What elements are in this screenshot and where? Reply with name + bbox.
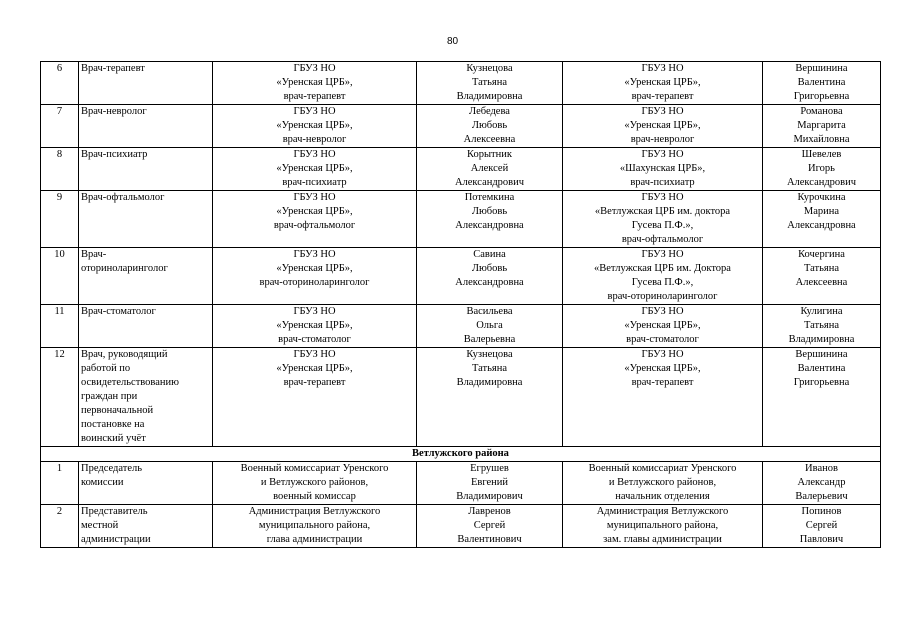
main-organization-cell-line: врач-офтальмолог — [273, 220, 356, 231]
reserve-organization-cell-line: ГБУЗ НО — [641, 192, 684, 203]
main-member-name-cell-line: Потемкина — [464, 192, 515, 203]
position-cell-line: постановке на — [81, 419, 145, 430]
main-organization-cell-line: «Уренская ЦРБ», — [276, 206, 353, 217]
position-cell-line: воинский учёт — [81, 433, 146, 444]
reserve-organization-cell-line: «Ветлужская ЦРБ им. доктора — [594, 206, 731, 217]
main-organization-cell-line: врач-стоматолог — [278, 334, 351, 345]
main-member-name-cell — [417, 462, 563, 505]
reserve-member-name-cell-line: Романова — [800, 106, 843, 117]
reserve-organization-cell — [563, 62, 763, 105]
reserve-organization-cell-line: врач-терапевт — [631, 91, 694, 102]
reserve-member-name-cell-line: Сергей — [805, 520, 838, 531]
main-organization-cell-line: врач-терапевт — [283, 377, 346, 388]
reserve-organization-cell — [563, 505, 763, 548]
position-cell — [79, 248, 213, 305]
table-row — [41, 105, 881, 148]
reserve-member-name-cell-line: Вершинина — [795, 63, 848, 74]
main-organization-cell-line: ГБУЗ НО — [293, 192, 336, 203]
reserve-organization-cell-line: «Ветлужская ЦРБ им. Доктора — [594, 263, 731, 274]
reserve-organization-cell-line: ГБУЗ НО — [641, 63, 684, 74]
reserve-member-name-cell — [763, 505, 881, 548]
reserve-organization-cell-line: «Уренская ЦРБ», — [624, 120, 701, 131]
reserve-member-name-cell-line: Валерьевич — [795, 491, 848, 502]
table-row — [41, 462, 881, 505]
main-member-name-cell — [417, 305, 563, 348]
reserve-organization-cell — [563, 348, 763, 447]
reserve-organization-cell-line: ГБУЗ НО — [641, 349, 684, 360]
main-organization-cell-line: «Уренская ЦРБ», — [276, 163, 353, 174]
position-cell-line: Председатель — [81, 463, 143, 474]
main-organization-cell-line: и Ветлужского районов, — [260, 477, 369, 488]
main-member-name-cell-line: Валентинович — [457, 534, 522, 545]
position-cell-line: Врач, руководящий — [81, 349, 168, 360]
reserve-organization-cell — [563, 148, 763, 191]
main-organization-cell-line: врач-психиатр — [282, 177, 347, 188]
main-organization-cell — [213, 505, 417, 548]
main-member-name-cell-line: Владимирович — [456, 491, 523, 502]
reserve-member-name-cell-line: Татьяна — [803, 320, 840, 331]
main-member-name-cell-line: Владимировна — [456, 377, 523, 388]
main-organization-cell — [213, 105, 417, 148]
main-member-name-cell-line: Лавренов — [468, 506, 511, 517]
main-member-name-cell-line: Любовь — [471, 120, 508, 131]
reserve-member-name-cell-line: Михайловна — [793, 134, 850, 145]
main-member-name-cell-line: Евгений — [470, 477, 509, 488]
main-organization-cell-line: Администрация Ветлужского — [248, 506, 381, 517]
page-number: 80 — [446, 36, 459, 47]
table-row — [41, 191, 881, 248]
section-title: Ветлужского района — [41, 447, 881, 462]
reserve-organization-cell-line: Администрация Ветлужского — [596, 506, 729, 517]
main-organization-cell-line: муниципального района, — [258, 520, 371, 531]
table-row — [41, 505, 881, 548]
reserve-organization-cell-line: «Уренская ЦРБ», — [624, 320, 701, 331]
row-number: 8 — [41, 148, 79, 191]
table-row — [41, 248, 881, 305]
reserve-member-name-cell — [763, 305, 881, 348]
main-organization-cell — [213, 462, 417, 505]
main-member-name-cell-line: Корытник — [467, 149, 512, 160]
main-member-name-cell-line: Татьяна — [471, 77, 508, 88]
position-cell — [79, 148, 213, 191]
main-member-name-cell — [417, 148, 563, 191]
reserve-member-name-cell — [763, 191, 881, 248]
reserve-organization-cell-line: Гусева П.Ф.», — [631, 277, 694, 288]
position-cell — [79, 305, 213, 348]
commission-table-body — [41, 62, 881, 548]
table-row — [41, 348, 881, 447]
reserve-organization-cell — [563, 248, 763, 305]
main-member-name-cell-line: Татьяна — [471, 363, 508, 374]
main-member-name-cell-line: Алексеевна — [463, 134, 516, 145]
reserve-member-name-cell-line: Марина — [803, 206, 840, 217]
main-organization-cell-line: врач-невролог — [282, 134, 347, 145]
row-number: 9 — [41, 191, 79, 248]
main-member-name-cell-line: Кузнецова — [466, 349, 513, 360]
reserve-member-name-cell-line: Маргарита — [797, 120, 846, 131]
reserve-organization-cell — [563, 105, 763, 148]
main-organization-cell-line: ГБУЗ НО — [293, 249, 336, 260]
main-organization-cell-line: «Уренская ЦРБ», — [276, 320, 353, 331]
reserve-organization-cell-line: муниципального района, — [606, 520, 719, 531]
main-member-name-cell-line: Любовь — [471, 206, 508, 217]
reserve-organization-cell-line: Военный комиссариат Уренского — [588, 463, 737, 474]
reserve-member-name-cell-line: Павлович — [799, 534, 844, 545]
main-member-name-cell — [417, 505, 563, 548]
reserve-member-name-cell — [763, 62, 881, 105]
reserve-member-name-cell — [763, 148, 881, 191]
main-member-name-cell-line: Алексей — [470, 163, 509, 174]
reserve-member-name-cell-line: Вершинина — [795, 349, 848, 360]
position-cell-line: комиссии — [81, 477, 124, 488]
table-row — [41, 62, 881, 105]
reserve-member-name-cell-line: Валентина — [797, 363, 846, 374]
row-number: 11 — [41, 305, 79, 348]
reserve-member-name-cell-line: Григорьевна — [793, 377, 850, 388]
reserve-organization-cell-line: врач-невролог — [630, 134, 695, 145]
main-member-name-cell-line: Савина — [473, 249, 506, 260]
reserve-organization-cell-line: «Шахунская ЦРБ», — [619, 163, 706, 174]
main-member-name-cell-line: Егрушев — [470, 463, 509, 474]
main-organization-cell — [213, 305, 417, 348]
position-cell-line: местной — [81, 520, 119, 531]
reserve-member-name-cell — [763, 105, 881, 148]
position-cell — [79, 105, 213, 148]
row-number: 10 — [41, 248, 79, 305]
reserve-member-name-cell-line: Александрович — [786, 177, 857, 188]
section-header-row — [41, 447, 881, 462]
main-member-name-cell-line: Кузнецова — [466, 63, 513, 74]
main-organization-cell-line: врач-терапевт — [283, 91, 346, 102]
main-member-name-cell-line: Лебедева — [469, 106, 510, 117]
main-member-name-cell — [417, 105, 563, 148]
position-cell — [79, 62, 213, 105]
position-cell-line: Врач-стоматолог — [81, 306, 156, 317]
main-member-name-cell-line: Александровна — [455, 220, 524, 231]
main-organization-cell-line: «Уренская ЦРБ», — [276, 363, 353, 374]
reserve-member-name-cell-line: Александр — [797, 477, 846, 488]
reserve-member-name-cell-line: Алексеевна — [795, 277, 848, 288]
position-cell-line: первоначальной — [81, 405, 154, 416]
main-member-name-cell-line: Владимировна — [456, 91, 523, 102]
position-cell-line: Представитель — [81, 506, 148, 517]
reserve-organization-cell-line: ГБУЗ НО — [641, 306, 684, 317]
reserve-organization-cell-line: Гусева П.Ф.», — [631, 220, 694, 231]
reserve-member-name-cell-line: Игорь — [808, 163, 835, 174]
position-cell-line: Врач-невролог — [81, 106, 147, 117]
position-cell — [79, 462, 213, 505]
row-number: 6 — [41, 62, 79, 105]
position-cell — [79, 505, 213, 548]
reserve-organization-cell — [563, 305, 763, 348]
main-organization-cell-line: ГБУЗ НО — [293, 349, 336, 360]
position-cell-line: Врач- — [81, 249, 107, 260]
reserve-organization-cell-line: ГБУЗ НО — [641, 149, 684, 160]
main-organization-cell — [213, 348, 417, 447]
reserve-organization-cell-line: начальник отделения — [615, 491, 710, 502]
reserve-organization-cell-line: ГБУЗ НО — [641, 106, 684, 117]
reserve-member-name-cell-line: Кулигина — [800, 306, 843, 317]
position-cell-line: Врач-психиатр — [81, 149, 148, 160]
main-organization-cell-line: «Уренская ЦРБ», — [276, 77, 353, 88]
position-cell-line: администрации — [81, 534, 151, 545]
reserve-organization-cell-line: врач-офтальмолог — [621, 234, 704, 245]
reserve-organization-cell-line: врач-стоматолог — [626, 334, 699, 345]
main-organization-cell-line: ГБУЗ НО — [293, 106, 336, 117]
main-member-name-cell-line: Васильева — [466, 306, 513, 317]
reserve-member-name-cell-line: Попинов — [801, 506, 842, 517]
reserve-member-name-cell-line: Владимировна — [788, 334, 855, 345]
reserve-member-name-cell-line: Татьяна — [803, 263, 840, 274]
main-organization-cell-line: «Уренская ЦРБ», — [276, 120, 353, 131]
position-cell-line: Врач-офтальмолог — [81, 192, 165, 203]
position-cell — [79, 191, 213, 248]
table-row — [41, 305, 881, 348]
commission-table — [40, 61, 881, 548]
main-member-name-cell — [417, 248, 563, 305]
reserve-member-name-cell — [763, 248, 881, 305]
reserve-organization-cell — [563, 191, 763, 248]
main-organization-cell-line: Военный комиссариат Уренского — [240, 463, 389, 474]
row-number: 12 — [41, 348, 79, 447]
reserve-member-name-cell-line: Валентина — [797, 77, 846, 88]
reserve-organization-cell-line: зам. главы администрации — [603, 534, 722, 545]
position-cell-line: освидетельствованию — [81, 377, 179, 388]
main-member-name-cell-line: Александровна — [455, 277, 524, 288]
reserve-organization-cell-line: «Уренская ЦРБ», — [624, 363, 701, 374]
main-organization-cell-line: ГБУЗ НО — [293, 149, 336, 160]
main-organization-cell-line: «Уренская ЦРБ», — [276, 263, 353, 274]
reserve-member-name-cell — [763, 348, 881, 447]
main-organization-cell-line: глава администрации — [266, 534, 363, 545]
main-organization-cell — [213, 248, 417, 305]
main-member-name-cell-line: Валерьевна — [463, 334, 516, 345]
reserve-organization-cell-line: и Ветлужского районов, — [608, 477, 717, 488]
main-member-name-cell — [417, 348, 563, 447]
position-cell-line: Врач-терапевт — [81, 63, 145, 74]
reserve-organization-cell-line: «Уренская ЦРБ», — [624, 77, 701, 88]
reserve-member-name-cell — [763, 462, 881, 505]
reserve-organization-cell-line: врач-оториноларинголог — [607, 291, 718, 302]
reserve-member-name-cell-line: Шевелев — [801, 149, 842, 160]
reserve-organization-cell-line: ГБУЗ НО — [641, 249, 684, 260]
main-member-name-cell-line: Сергей — [473, 520, 506, 531]
main-member-name-cell-line: Александрович — [454, 177, 525, 188]
main-member-name-cell-line: Любовь — [471, 263, 508, 274]
reserve-member-name-cell-line: Александровна — [787, 220, 856, 231]
position-cell-line: работой по — [81, 363, 131, 374]
main-organization-cell — [213, 62, 417, 105]
row-number: 2 — [41, 505, 79, 548]
main-organization-cell-line: врач-оториноларинголог — [259, 277, 370, 288]
main-organization-cell — [213, 148, 417, 191]
main-organization-cell-line: ГБУЗ НО — [293, 63, 336, 74]
position-cell — [79, 348, 213, 447]
row-number: 1 — [41, 462, 79, 505]
main-member-name-cell-line: Ольга — [476, 320, 503, 331]
reserve-member-name-cell-line: Курочкина — [797, 192, 846, 203]
reserve-organization-cell — [563, 462, 763, 505]
main-member-name-cell — [417, 62, 563, 105]
position-cell-line: граждан при — [81, 391, 138, 402]
reserve-member-name-cell-line: Григорьевна — [793, 91, 850, 102]
main-organization-cell-line: ГБУЗ НО — [293, 306, 336, 317]
table-row — [41, 148, 881, 191]
reserve-organization-cell-line: врач-терапевт — [631, 377, 694, 388]
main-organization-cell-line: военный комиссар — [273, 491, 356, 502]
main-member-name-cell — [417, 191, 563, 248]
reserve-member-name-cell-line: Иванов — [805, 463, 838, 474]
row-number: 7 — [41, 105, 79, 148]
reserve-organization-cell-line: врач-психиатр — [630, 177, 695, 188]
position-cell-line: оториноларинголог — [81, 263, 168, 274]
reserve-member-name-cell-line: Кочергина — [798, 249, 845, 260]
main-organization-cell — [213, 191, 417, 248]
